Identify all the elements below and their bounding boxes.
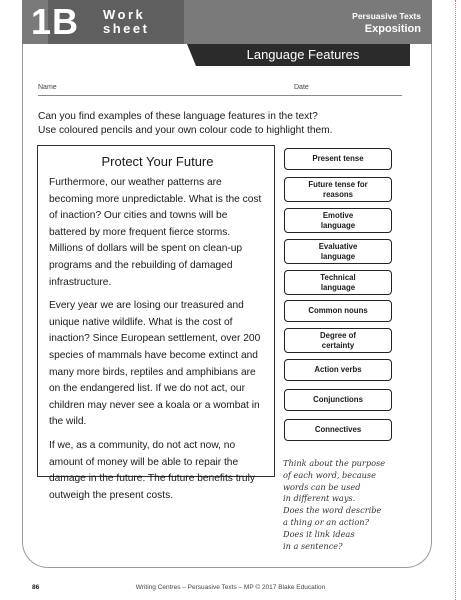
feature-connectives: Connectives (284, 419, 392, 441)
passage-paragraph: Furthermore, our weather patterns are becoming more unpredictable. What is the cost of inaction? Our cities and towns will be battered by more frequent fierce storms. Millions of dollars will be spent on clean-up programs and the rebuilding of damaged infrastructure. (49, 177, 262, 288)
page-edge-dots (455, 0, 456, 600)
name-date-line (38, 95, 402, 96)
feature-present-tense: Present tense (284, 148, 392, 170)
name-date-row (38, 84, 402, 96)
instruction-line: Can you find examples of these language features in the text? (38, 111, 318, 122)
tip-line: Does it link ideas (283, 528, 355, 539)
feature-evaluative-language: Evaluative language (284, 239, 392, 264)
text-passage-box (37, 145, 275, 501)
passage-title: Protect Your Future (101, 154, 214, 169)
date-label: Date (294, 84, 309, 91)
name-label: Name (38, 84, 57, 91)
feature-action-verbs: Action verbs (284, 359, 392, 381)
worksheet-code: 1B (31, 1, 80, 42)
footer-credit: Writing Centres – Persuasive Texts – MP © 2017 Blake Education (135, 584, 326, 591)
instruction-line: Use coloured pencils and your own colour code to highlight them. (38, 125, 333, 136)
passage-paragraph: Every year we are losing our treasured and unique native wildlife. What is the cost of inaction? Since European settlement, over 200 species of mammals have become extinct and many more birds, reptiles and amphibians are on the endangered list. If we do not act, our children may never see a koala or a wombat in the wild. (49, 300, 261, 428)
feature-future-tense: Future tense for reasons (284, 177, 392, 202)
work-sheet-label-line1: Work (103, 7, 146, 22)
instructions (38, 110, 418, 138)
feature-conjunctions: Conjunctions (284, 389, 392, 411)
tip-line: in different ways. (283, 493, 356, 504)
series-subtitle: Exposition (364, 23, 421, 35)
section-banner: Language Features (196, 44, 410, 66)
header-bar (22, 0, 432, 44)
tip-line: of each word, because (283, 469, 376, 480)
feature-common-nouns: Common nouns (284, 300, 392, 322)
handwritten-tip (283, 458, 413, 552)
tip-line: words can be used (283, 481, 361, 492)
tip-line: Does the word describe (283, 505, 382, 516)
passage-paragraph: If we, as a community, do not act now, no amount of money will be able to repair the damage in the future. The future benefits truly outweigh the present costs. (49, 439, 255, 501)
tip-line: in a sentence? (283, 540, 343, 551)
work-sheet-label-line2: sheet (103, 21, 150, 36)
feature-technical-language: Technical language (284, 270, 392, 295)
series-title: Persuasive Texts (352, 11, 421, 21)
page-number: 86 (32, 584, 40, 591)
tip-line: a thing or an action? (283, 516, 369, 527)
feature-emotive-language: Emotive language (284, 208, 392, 233)
tip-line: Think about the purpose (283, 458, 386, 468)
feature-degree-of-certainty: Degree of certainty (284, 328, 392, 353)
